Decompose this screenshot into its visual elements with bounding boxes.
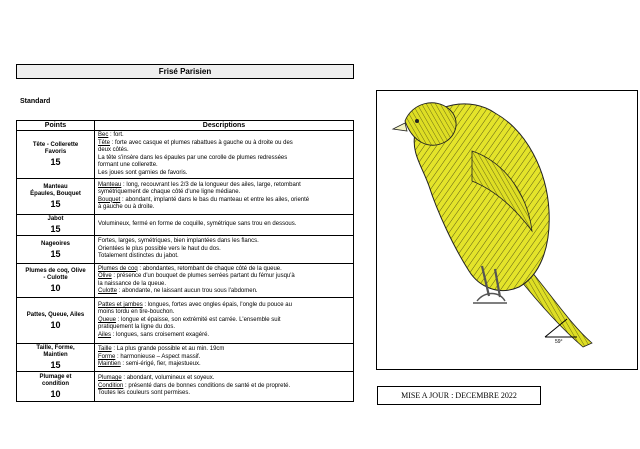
table-row	[17, 236, 354, 264]
description-text: symétriquement de chaque côté d'une ligne médiane.	[98, 189, 241, 195]
description-line	[98, 288, 350, 296]
description-text: Fortes, larges, symétriques, bien implantées dans les flancs.	[98, 238, 259, 245]
description-term: Culotte	[98, 288, 118, 294]
description-cell	[95, 264, 354, 298]
description-cell	[95, 344, 354, 372]
points-cell	[17, 372, 95, 402]
criterion-name: - Culotte	[43, 275, 68, 281]
description-line	[98, 140, 350, 148]
description-cell	[95, 131, 354, 179]
description-line	[98, 182, 350, 190]
bird-head	[405, 103, 456, 145]
description-line	[98, 221, 350, 229]
description-line	[98, 204, 350, 212]
description-text: : fort.	[108, 132, 124, 138]
description-term: Manteau	[98, 181, 122, 188]
description-line	[98, 246, 350, 254]
criterion-name: Nageoires	[40, 240, 70, 247]
standard-table	[16, 120, 354, 402]
description-cell	[95, 215, 354, 236]
table-row	[17, 298, 354, 344]
points-value: 15	[50, 199, 61, 209]
description-term: Taille	[98, 346, 112, 353]
points-cell	[17, 179, 95, 215]
description-line	[98, 383, 350, 391]
description-term: Tête	[98, 139, 111, 146]
description-line	[98, 317, 350, 325]
description-text: : longues, sans croisement exagéré.	[111, 331, 210, 338]
points-value: 15	[50, 248, 61, 259]
description-text: Orientées le plus possible vers le haut du dos.	[98, 245, 221, 252]
description-line	[98, 170, 350, 178]
bird-foot	[473, 294, 507, 304]
criterion-name: Plumes de coq, Olive	[25, 268, 86, 274]
description-text: : abondant, volumineux et soyeux.	[121, 375, 215, 382]
points-cell	[17, 236, 95, 264]
points-cell	[17, 264, 95, 298]
description-text: : long, recouvrant les 2/3 de la longueur des ailes, large, retombant	[121, 181, 301, 188]
criterion-name: Plumage et	[39, 374, 72, 380]
description-text: Toutes les couleurs sont permises.	[98, 390, 191, 397]
description-text: : présenté dans de bonnes conditions de santé et de propreté.	[123, 382, 291, 389]
description-term: Plumage	[98, 375, 122, 382]
description-term: Pattes et jambes	[98, 301, 143, 308]
points-cell	[17, 215, 95, 236]
description-line	[98, 162, 350, 170]
description-text: deux côtés.	[98, 147, 129, 153]
criterion-name: Tête - Collerette	[32, 142, 79, 148]
description-line	[98, 302, 350, 310]
criterion-name: Taille, Forme,	[36, 345, 75, 351]
description-line	[98, 253, 350, 261]
points-cell	[17, 344, 95, 372]
criterion-name: Maintien	[43, 352, 68, 358]
description-line	[98, 346, 350, 354]
description-text: : abondant, implanté dans le bas du manteau et entre les ailes, orienté	[120, 196, 310, 203]
points-value: 10	[50, 283, 61, 293]
description-text: : forte avec casque et plumes rabattues à gauche ou à droite ou des	[110, 139, 293, 146]
angle-label: 59°	[555, 339, 563, 345]
table-row	[17, 215, 354, 236]
description-line	[98, 375, 350, 383]
description-text: formant une collerette.	[98, 162, 158, 168]
frise-parisien-bird-illustration	[377, 91, 637, 369]
criterion-name: condition	[42, 381, 69, 387]
description-text: : longues, fortes avec ongles épais, l'ongle du pouce au	[142, 301, 292, 308]
description-line	[98, 309, 350, 317]
criterion-name: Jabot	[47, 216, 64, 222]
criterion-name: Épaules, Bouquet	[30, 191, 81, 197]
points-value: 15	[50, 360, 61, 370]
description-cell	[95, 298, 354, 344]
description-term: Forme	[98, 353, 116, 360]
description-line	[98, 155, 350, 163]
description-term: Maintien	[98, 361, 121, 368]
description-line	[98, 281, 350, 289]
description-text: à gauche ou à droite.	[98, 204, 155, 210]
descriptions-column-header: Descriptions	[95, 121, 354, 131]
description-line	[98, 189, 350, 197]
description-line	[98, 324, 350, 332]
description-text: La tête s'insère dans les épaules par une corolle de plumes redressées	[98, 154, 288, 161]
points-value: 15	[50, 157, 61, 167]
table-row	[17, 372, 354, 402]
points-cell	[17, 298, 95, 344]
standard-heading: Standard	[20, 98, 51, 105]
table-row	[17, 264, 354, 298]
description-line	[98, 132, 350, 140]
bird-beak	[393, 123, 407, 131]
description-text: la naissance de la queue.	[98, 280, 167, 287]
criterion-name: Manteau	[43, 184, 68, 190]
description-line	[98, 238, 350, 246]
points-value: 10	[50, 389, 61, 399]
description-text: Les joues sont garnies de favoris.	[98, 169, 188, 176]
description-text: : La plus grande possible et au min. 19cm	[111, 346, 225, 353]
description-line	[98, 147, 350, 155]
table-row	[17, 131, 354, 179]
description-line	[98, 332, 350, 340]
description-line	[98, 197, 350, 205]
description-term: Plumes de coq	[98, 265, 138, 272]
description-cell	[95, 236, 354, 264]
description-line	[98, 354, 350, 362]
description-term: Condition	[98, 382, 124, 389]
points-value: 10	[50, 319, 61, 330]
description-text: : harmonieuse – Aspect massif.	[115, 353, 201, 360]
description-term: Olive	[98, 273, 112, 279]
description-line	[98, 390, 350, 398]
page-title: Frisé Parisien	[16, 64, 354, 79]
description-text: : semi-érigé, fier, majestueux.	[120, 361, 201, 368]
table-row	[17, 344, 354, 372]
bird-illustration-frame	[376, 90, 638, 370]
description-term: Bec	[98, 132, 109, 138]
description-text: : longue et épaisse, son extrémité est carrée. L'ensemble suit	[116, 316, 281, 323]
bird-eye	[415, 119, 419, 123]
description-text: pratiquement la ligne du dos.	[98, 324, 176, 331]
description-line	[98, 361, 350, 369]
description-line	[98, 266, 350, 274]
description-text: Totalement distinctes du jabot.	[98, 253, 179, 260]
description-line	[98, 273, 350, 281]
description-text: Volumineux, fermé en forme de coquille, symétrique sans trou en dessous.	[98, 221, 297, 228]
criterion-name: Pattes, Queue, Ailes	[26, 311, 85, 318]
description-text: : abondantes, retombant de chaque côté de la queue.	[137, 265, 282, 272]
description-term: Ailes	[98, 331, 112, 338]
description-cell	[95, 179, 354, 215]
points-column-header: Points	[17, 121, 95, 131]
points-cell	[17, 131, 95, 179]
description-term: Queue	[98, 316, 117, 323]
table-header-row	[17, 121, 354, 131]
description-text: : présence d'un bouquet de plumes serrées partant du fémur jusqu'à	[111, 273, 295, 279]
table-row	[17, 179, 354, 215]
description-term: Bouquet	[98, 196, 121, 203]
update-date-label: MISE A JOUR : DECEMBRE 2022	[377, 386, 541, 405]
description-text: moins tordu en tire-bouchon.	[98, 309, 175, 316]
description-cell	[95, 372, 354, 402]
criterion-name: Favoris	[44, 149, 67, 155]
description-text: : abondante, ne laissant aucun trou sous l'abdomen.	[117, 288, 258, 294]
points-value: 15	[50, 224, 61, 234]
